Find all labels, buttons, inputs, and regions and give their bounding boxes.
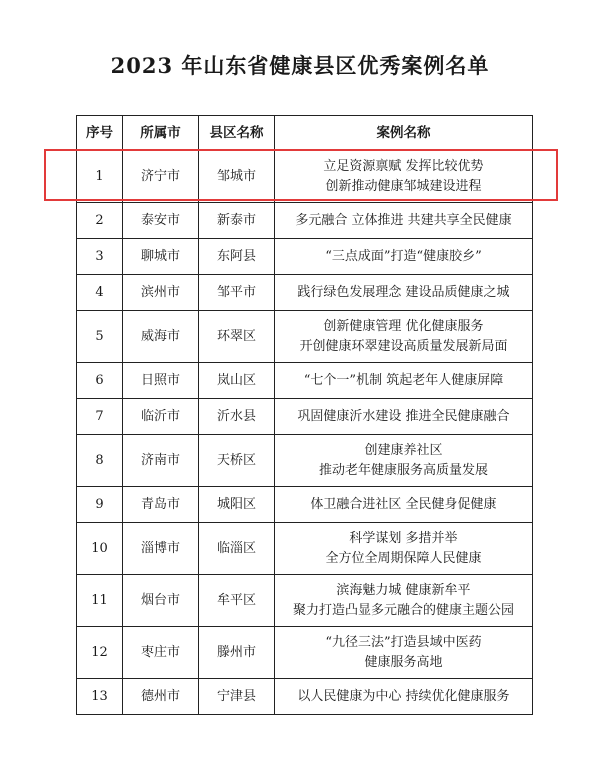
cell-city: 威海市 [123, 311, 199, 363]
cell-no: 4 [77, 275, 123, 311]
header-county: 县区名称 [199, 116, 275, 151]
cell-case [275, 627, 533, 679]
table-header-row [77, 116, 533, 151]
table-row [77, 523, 533, 575]
case-line: 创建康养社区 [364, 442, 443, 458]
table-row [77, 151, 533, 203]
cell-city: 德州市 [123, 679, 199, 715]
case-line: 科学谋划 多措并举 [349, 530, 458, 546]
cell-case [275, 239, 533, 275]
cell-case [275, 487, 533, 523]
cell-city: 烟台市 [123, 575, 199, 627]
case-line: 多元融合 立体推进 共建共享全民健康 [295, 212, 512, 228]
cell-case [275, 679, 533, 715]
cell-county: 牟平区 [199, 575, 275, 627]
case-line: 以人民健康为中心 持续优化健康服务 [297, 688, 510, 704]
case-line: 推动老年健康服务高质量发展 [318, 462, 488, 478]
cell-county: 东阿县 [199, 239, 275, 275]
cell-county: 城阳区 [199, 487, 275, 523]
cell-city: 日照市 [123, 363, 199, 399]
cell-no: 12 [77, 627, 123, 679]
cell-no: 13 [77, 679, 123, 715]
cell-city: 青岛市 [123, 487, 199, 523]
header-city: 所属市 [123, 116, 199, 151]
case-line: 创新健康管理 优化健康服务 [323, 318, 484, 334]
table-row [77, 311, 533, 363]
case-line: 践行绿色发展理念 建设品质健康之城 [297, 284, 510, 300]
cell-city: 临沂市 [123, 399, 199, 435]
cell-county: 新泰市 [199, 203, 275, 239]
cell-county: 宁津县 [199, 679, 275, 715]
table-row [77, 363, 533, 399]
case-line: 立足资源禀赋 发挥比较优势 [323, 158, 484, 174]
cell-case [275, 275, 533, 311]
case-line: 开创健康环翠建设高质量发展新局面 [299, 338, 508, 354]
table-row [77, 487, 533, 523]
cell-no: 9 [77, 487, 123, 523]
cell-case [275, 523, 533, 575]
cell-city: 枣庄市 [123, 627, 199, 679]
cell-no: 7 [77, 399, 123, 435]
table-row [77, 627, 533, 679]
cell-no: 10 [77, 523, 123, 575]
case-line: 巩固健康沂水建设 推进全民健康融合 [297, 408, 510, 424]
cell-county: 岚山区 [199, 363, 275, 399]
cell-county: 邹城市 [199, 151, 275, 203]
table-row [77, 275, 533, 311]
table-row [77, 239, 533, 275]
cell-county: 临淄区 [199, 523, 275, 575]
case-line: 滨海魅力城 健康新牟平 [336, 582, 471, 598]
cell-no: 3 [77, 239, 123, 275]
case-line: 创新推动健康邹城建设进程 [325, 178, 482, 194]
cell-no: 11 [77, 575, 123, 627]
cell-case [275, 203, 533, 239]
table-row [77, 399, 533, 435]
cell-city: 济南市 [123, 435, 199, 487]
case-line: 体卫融合进社区 全民健身促健康 [310, 496, 497, 512]
cell-city: 济宁市 [123, 151, 199, 203]
table-row [77, 435, 533, 487]
table-row [77, 679, 533, 715]
cell-no: 6 [77, 363, 123, 399]
cell-no: 8 [77, 435, 123, 487]
cell-case [275, 399, 533, 435]
case-line: 聚力打造凸显多元融合的健康主题公园 [292, 602, 514, 618]
cell-case [275, 363, 533, 399]
cell-case [275, 575, 533, 627]
cell-city: 聊城市 [123, 239, 199, 275]
cell-city: 泰安市 [123, 203, 199, 239]
table-row [77, 575, 533, 627]
cell-city: 淄博市 [123, 523, 199, 575]
case-line: 全方位全周期保障人民健康 [325, 550, 482, 566]
cell-county: 天桥区 [199, 435, 275, 487]
cell-county: 沂水县 [199, 399, 275, 435]
cell-county: 邹平市 [199, 275, 275, 311]
case-line: “九径三法”打造县域中医药 [325, 634, 482, 650]
cell-no: 5 [77, 311, 123, 363]
case-line: 健康服务高地 [364, 654, 443, 670]
cell-no: 1 [77, 151, 123, 203]
header-no: 序号 [77, 116, 123, 151]
case-line: “三点成面”打造“健康胶乡” [325, 248, 482, 264]
cell-case [275, 435, 533, 487]
table-row [77, 203, 533, 239]
cell-no: 2 [77, 203, 123, 239]
page-title: 2023 年山东省健康县区优秀案例名单 [110, 53, 490, 78]
cell-county: 滕州市 [199, 627, 275, 679]
cell-case [275, 311, 533, 363]
header-case: 案例名称 [275, 116, 533, 151]
cell-city: 滨州市 [123, 275, 199, 311]
cell-case [275, 151, 533, 203]
cell-county: 环翠区 [199, 311, 275, 363]
case-table [76, 115, 533, 715]
case-line: “七个一”机制 筑起老年人健康屏障 [303, 372, 504, 388]
